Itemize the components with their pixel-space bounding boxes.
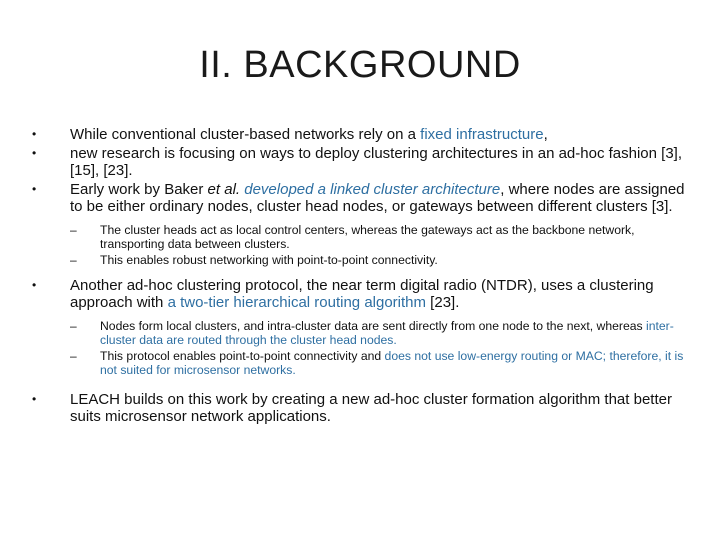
sub-bullet-marker: –: [70, 349, 77, 363]
bullet-item: [30, 145, 690, 179]
sub-bullet-text: This protocol enables point-to-point connectivity and: [100, 349, 385, 363]
sub-bullet-text: The cluster heads act as local control centers, whereas the gateways act as the backbone network, transporting data between clusters.: [100, 223, 635, 251]
sub-bullet-item: [30, 253, 690, 267]
bullet-marker: •: [32, 127, 37, 141]
bullet-text: While conventional cluster-based networks rely on a: [70, 126, 421, 143]
sub-bullet-text: Nodes form local clusters, and intra-cluster data are sent directly from one node to the next, whereas: [100, 319, 646, 333]
bullet-text: new research is focusing on ways to deploy clustering architectures in an ad-hoc fashion [3], [15], [23].: [70, 145, 682, 179]
bullet-list: [30, 126, 690, 425]
slide-title: II. BACKGROUND: [199, 44, 521, 86]
highlight-text: a two-tier hierarchical routing algorithm: [167, 294, 427, 311]
bullet-marker: •: [32, 182, 37, 196]
bullet-text: , where nodes are assigned to be either ordinary nodes, cluster head nodes, or gateways between different clusters [3].: [70, 181, 685, 215]
bullet-text: [23].: [426, 294, 460, 311]
bullet-text: ,: [543, 126, 548, 143]
bullet-item: [30, 391, 690, 425]
sub-bullet-marker: –: [70, 223, 77, 237]
highlight-text: developed a linked cluster architecture: [244, 181, 501, 198]
bullet-marker: •: [32, 392, 37, 406]
bullet-text: LEACH builds on this work by creating a new ad-hoc cluster formation algorithm that better suits microsensor network applications.: [70, 391, 672, 425]
bullet-item: [30, 181, 690, 215]
italic-text: et al.: [207, 181, 241, 198]
sub-bullet-text: This enables robust networking with point-to-point connectivity.: [100, 253, 438, 267]
highlight-text: inter-cluster data are routed through the cluster head nodes.: [100, 319, 674, 347]
sub-bullet-marker: –: [70, 253, 77, 267]
bullet-marker: •: [32, 278, 37, 292]
highlight-text: does not use low-energy routing or MAC; therefore, it is not suited for microsensor networks.: [100, 349, 684, 377]
sub-bullet-item: [30, 319, 690, 347]
bullet-text: Early work by Baker: [70, 181, 208, 198]
sub-bullet-item: [30, 349, 690, 377]
bullet-item: [30, 126, 690, 143]
bullet-item: [30, 277, 690, 311]
sub-bullet-marker: –: [70, 319, 77, 333]
sub-bullet-item: [30, 223, 690, 251]
highlight-text: fixed infrastructure: [420, 126, 544, 143]
bullet-text: Another ad-hoc clustering protocol, the near term digital radio (NTDR), uses a clustering approach with: [70, 277, 654, 311]
bullet-marker: •: [32, 146, 37, 160]
